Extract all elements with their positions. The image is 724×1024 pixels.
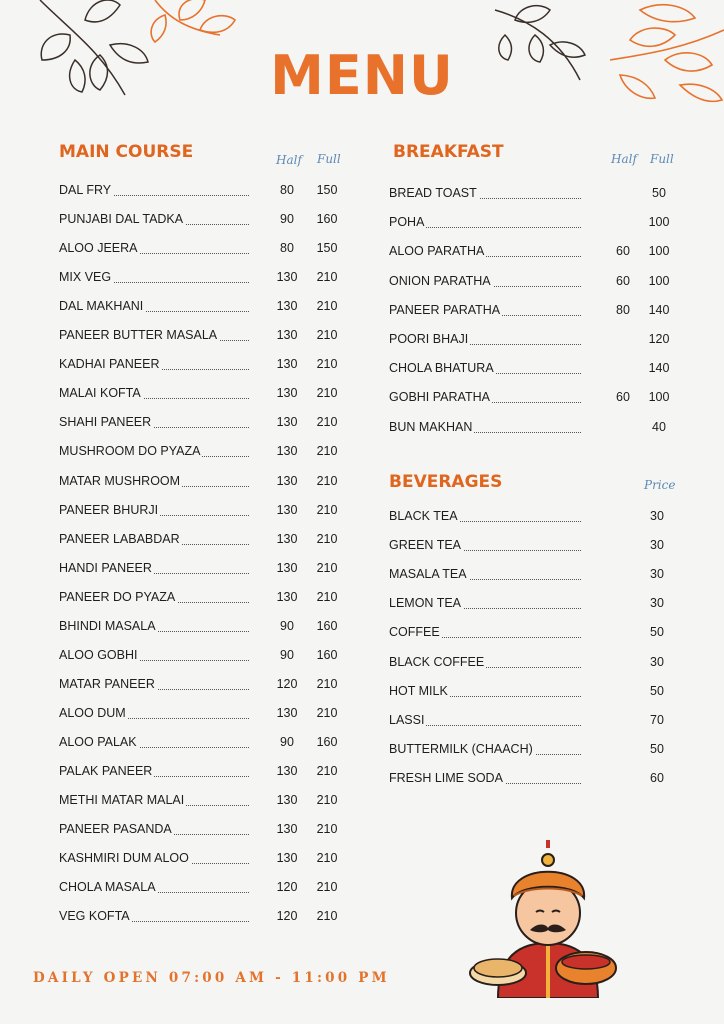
item-price-price: 60: [650, 770, 664, 785]
item-name: MIX VEG: [59, 270, 112, 285]
item-price-full: 210: [316, 822, 338, 837]
item-price-half: 90: [280, 734, 294, 749]
item-name: MUSHROOM DO PYAZA: [59, 444, 201, 459]
item-name: METHI MATAR MALAI: [59, 793, 185, 808]
menu-item-row: [59, 677, 349, 697]
item-price-full: 210: [316, 444, 338, 459]
item-price-full: 100: [648, 390, 670, 405]
item-name: ALOO JEERA: [59, 241, 138, 256]
item-name: BLACK TEA: [389, 509, 458, 523]
item-price-price: 50: [650, 625, 664, 640]
item-name: GOBHI PARATHA: [389, 390, 490, 405]
menu-item-row: [389, 244, 689, 264]
item-price-half: 130: [276, 357, 298, 372]
menu-item-row: [59, 415, 349, 435]
item-price-price: 50: [650, 683, 664, 698]
item-price-half: 130: [276, 531, 298, 546]
item-price-full: 210: [316, 531, 338, 546]
menu-item-row: [389, 215, 689, 235]
item-name: SHAHI PANEER: [59, 415, 152, 430]
item-name: PANEER DO PYAZA: [59, 589, 176, 604]
item-price-half: 80: [616, 302, 630, 317]
item-price-full: 210: [316, 415, 338, 430]
menu-item-row: [389, 332, 689, 352]
menu-item-row: [59, 328, 349, 348]
item-name: MASALA TEA: [389, 567, 467, 582]
menu-item-row: [59, 241, 349, 261]
menu-item-row: [389, 274, 689, 294]
item-price-half: 90: [280, 647, 294, 662]
item-price-half: 60: [616, 244, 630, 259]
menu-item-row: [389, 186, 689, 206]
item-name: BLACK COFFEE: [389, 654, 485, 669]
item-price-full: 50: [652, 186, 666, 200]
item-name: PANEER LABABDAR: [59, 531, 180, 546]
item-name: DAL MAKHANI: [59, 299, 144, 314]
item-price-price: 50: [650, 741, 664, 756]
menu-item-row: [389, 509, 689, 529]
item-price-half: 60: [616, 273, 630, 288]
breakfast-half-header: Half: [611, 152, 637, 166]
item-name: BHINDI MASALA: [59, 618, 156, 633]
item-price-full: 100: [648, 244, 670, 259]
item-price-full: 210: [316, 793, 338, 808]
item-name: BUTTERMILK (CHAACH): [389, 741, 533, 756]
item-price-full: 210: [316, 357, 338, 372]
item-name: KADHAI PANEER: [59, 357, 160, 372]
item-name: POHA: [389, 215, 425, 230]
menu-item-row: [59, 444, 349, 464]
item-price-half: 80: [280, 183, 294, 197]
item-price-half: 130: [276, 386, 298, 401]
menu-item-row: [59, 503, 349, 523]
item-name: COFFEE: [389, 625, 440, 640]
item-name: CHOLA MASALA: [59, 880, 156, 895]
item-price-full: 100: [648, 215, 670, 230]
item-price-full: 210: [316, 270, 338, 285]
menu-item-row: [389, 684, 689, 704]
item-price-full: 210: [316, 560, 338, 575]
item-price-full: 210: [316, 880, 338, 895]
item-price-full: 210: [316, 386, 338, 401]
menu-item-row: [59, 561, 349, 581]
item-price-half: 120: [276, 880, 298, 895]
item-price-half: 130: [276, 444, 298, 459]
item-price-full: 40: [652, 419, 666, 434]
item-name: MATAR PANEER: [59, 676, 155, 691]
item-price-full: 210: [316, 909, 338, 924]
menu-item-row: [389, 596, 689, 616]
item-name: MALAI KOFTA: [59, 386, 141, 401]
item-price-full: 210: [316, 299, 338, 314]
item-name: PANEER PASANDA: [59, 822, 172, 837]
breakfast-heading: BREAKFAST: [393, 142, 504, 162]
menu-item-row: [59, 299, 349, 319]
menu-item-row: [389, 742, 689, 762]
item-price-half: 130: [276, 589, 298, 604]
menu-item-row: [389, 771, 689, 791]
menu-item-row: [59, 212, 349, 232]
item-name: HANDI PANEER: [59, 560, 152, 575]
item-name: LEMON TEA: [389, 596, 462, 611]
item-name: BUN MAKHAN: [389, 419, 473, 434]
item-price-price: 30: [650, 567, 664, 582]
item-name: ONION PARATHA: [389, 273, 491, 288]
item-price-full: 210: [316, 764, 338, 778]
menu-item-row: [59, 270, 349, 290]
item-price-full: 160: [316, 734, 338, 749]
menu-item-row: [389, 538, 689, 558]
item-price-half: 130: [276, 705, 298, 720]
item-price-price: 30: [650, 654, 664, 669]
item-price-half: 130: [276, 822, 298, 837]
item-price-price: 30: [650, 538, 664, 553]
item-price-half: 130: [276, 473, 298, 488]
menu-item-row: [59, 735, 349, 755]
item-price-price: 30: [650, 596, 664, 611]
item-price-half: 130: [276, 270, 298, 285]
item-price-full: 150: [316, 183, 338, 197]
item-name: VEG KOFTA: [59, 909, 130, 924]
breakfast-full-header: Full: [650, 152, 674, 166]
menu-item-row: [59, 880, 349, 900]
item-price-full: 210: [316, 502, 338, 517]
main-course-heading: MAIN COURSE: [59, 142, 194, 162]
item-price-half: 130: [276, 793, 298, 808]
item-price-full: 100: [648, 273, 670, 288]
item-name: ALOO PALAK: [59, 734, 137, 749]
item-name: PANEER BUTTER MASALA: [59, 328, 218, 343]
item-name: HOT MILK: [389, 683, 448, 698]
opening-hours: DAILY OPEN 07:00 AM - 11:00 PM: [33, 970, 390, 986]
item-price-full: 140: [648, 361, 670, 376]
menu-item-row: [59, 909, 349, 929]
item-price-full: 210: [316, 589, 338, 604]
item-price-full: 210: [316, 676, 338, 691]
item-price-half: 130: [276, 851, 298, 866]
item-price-half: 130: [276, 560, 298, 575]
item-price-full: 210: [316, 705, 338, 720]
item-name: PALAK PANEER: [59, 764, 153, 778]
chef-illustration: [468, 838, 628, 998]
beverages-price-header: Price: [644, 478, 676, 492]
menu-item-row: [59, 619, 349, 639]
menu-title: MENU: [270, 44, 454, 107]
item-price-full: 210: [316, 328, 338, 343]
menu-item-row: [59, 648, 349, 668]
menu-item-row: [389, 303, 689, 323]
item-price-half: 130: [276, 415, 298, 430]
item-price-full: 160: [316, 212, 338, 227]
item-price-full: 210: [316, 473, 338, 488]
menu-item-row: [59, 532, 349, 552]
menu-item-row: [59, 386, 349, 406]
item-price-half: 90: [280, 618, 294, 633]
item-name: LASSI: [389, 712, 425, 727]
item-price-half: 120: [276, 676, 298, 691]
menu-item-row: [59, 822, 349, 842]
item-name: CHOLA BHATURA: [389, 361, 494, 376]
menu-item-row: [59, 706, 349, 726]
item-price-full: 150: [316, 241, 338, 256]
item-price-half: 130: [276, 764, 298, 778]
menu-item-row: [59, 793, 349, 813]
menu-item-row: [389, 390, 689, 410]
menu-item-row: [389, 713, 689, 733]
main-course-half-header: Half: [276, 153, 302, 167]
item-price-half: 130: [276, 328, 298, 343]
item-price-half: 130: [276, 299, 298, 314]
item-price-full: 160: [316, 618, 338, 633]
item-price-full: 160: [316, 647, 338, 662]
item-price-half: 130: [276, 502, 298, 517]
menu-item-row: [59, 357, 349, 377]
item-price-full: 210: [316, 851, 338, 866]
menu-item-row: [389, 361, 689, 381]
item-name: ALOO DUM: [59, 705, 126, 720]
item-name: ALOO PARATHA: [389, 244, 485, 259]
menu-item-row: [59, 851, 349, 871]
menu-item-row: [59, 183, 349, 203]
menu-item-row: [389, 625, 689, 645]
item-name: POORI BHAJI: [389, 332, 469, 346]
item-price-full: 140: [648, 302, 670, 317]
item-price-price: 70: [650, 712, 664, 727]
item-name: GREEN TEA: [389, 538, 462, 553]
beverages-heading: BEVERAGES: [389, 472, 503, 492]
item-name: PANEER BHURJI: [59, 502, 159, 517]
item-price-half: 90: [280, 212, 294, 227]
item-name: PANEER PARATHA: [389, 302, 501, 317]
item-name: KASHMIRI DUM ALOO: [59, 851, 189, 866]
menu-item-row: [59, 590, 349, 610]
item-price-half: 80: [280, 241, 294, 256]
item-price-price: 30: [650, 509, 664, 523]
item-name: PUNJABI DAL TADKA: [59, 212, 184, 227]
item-price-half: 60: [616, 390, 630, 405]
main-course-full-header: Full: [317, 152, 341, 166]
item-name: BREAD TOAST: [389, 186, 477, 200]
item-name: DAL FRY: [59, 183, 112, 197]
menu-item-row: [389, 567, 689, 587]
item-name: ALOO GOBHI: [59, 647, 138, 662]
menu-item-row: [389, 420, 689, 440]
item-price-half: 120: [276, 909, 298, 924]
menu-item-row: [59, 474, 349, 494]
item-price-full: 120: [648, 332, 670, 346]
item-name: MATAR MUSHROOM: [59, 473, 181, 488]
menu-item-row: [59, 764, 349, 784]
menu-item-row: [389, 655, 689, 675]
item-name: FRESH LIME SODA: [389, 770, 503, 785]
